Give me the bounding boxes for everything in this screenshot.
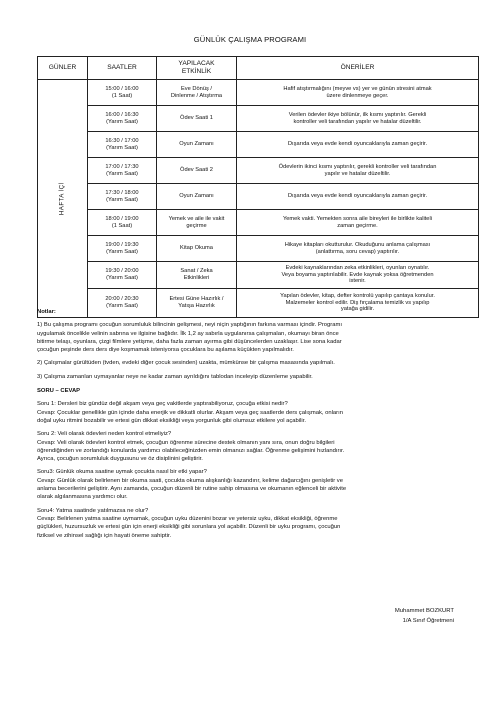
- qa-heading: SORU – CEVAP: [37, 388, 81, 395]
- time-cell: 20:00 / 20:30 (Yarım Saat): [88, 289, 157, 318]
- notes-section: [37, 308, 480, 540]
- schedule-body: [38, 80, 479, 318]
- table-row: [38, 210, 479, 236]
- suggestion-cell: Hikaye kitapları okutturulur. Okuduğunu anlama çalışması (anlattırma, soru cevap) yaptırılır.: [237, 236, 479, 262]
- time-cell: 16:30 / 17:00 (Yarım Saat): [88, 132, 157, 158]
- suggestion-cell: Evdeki kaynaklarından zeka etkinlikleri, oyunları oynatılır. Veya boyama yaptırılabilir. Evde kaynak yoksa öğretmenden istenir.: [237, 262, 479, 289]
- activity-cell: Oyun Zamanı: [157, 184, 237, 210]
- suggestion-cell: Dışarıda veya evde kendi oyuncaklarıyla zaman geçirir.: [237, 132, 479, 158]
- answer-1: Cevap: Çocuklar genellikle gün içinde daha enerjik ve dikkatli olurlar. Akşam veya geç saatlerde ders çalışmak, onların doğal uyku ritmini bozabilir ve ertesi gün dikkat eksikliği veya yorgunluk gibi olumsuz etkilere yol açabilir.: [37, 409, 343, 424]
- activity-cell: Yemek ve aile ile vakit geçirme: [157, 210, 237, 236]
- header-saatler: SAATLER: [88, 57, 157, 80]
- activity-cell: Sanat / Zeka Etkinlikleri: [157, 262, 237, 289]
- schedule-table: [37, 56, 479, 318]
- activity-cell: Ödev Saati 1: [157, 106, 237, 132]
- table-row: [38, 106, 479, 132]
- suggestion-cell: Dışarıda veya evde kendi oyuncaklarıyla zaman geçirir.: [237, 184, 479, 210]
- table-row: [38, 80, 479, 106]
- answer-2: Cevap: Veli olarak ödevleri kontrol etmek, çocuğun öğrenme sürecine destek olmanın yanı sıra, onun doğru bilgileri öğrendiğinden ve zorlandığı konularda yardımcı olabileceğinizden emin olmanızı sağlar. Öğrenme gelişimini hızlandırır. Ayrıca, çocuğun sorumluluk duygusunu ve öz disiplinini geliştirir.: [37, 439, 345, 463]
- header-oneriler: ÖNERİLER: [237, 57, 479, 80]
- notes-heading: Notlar:: [37, 309, 56, 315]
- header-etkinlik: YAPILACAK ETKİNLİK: [157, 57, 237, 80]
- note-2: 2) Çalışmalar gürültüden (tvden, evdeki diğer çocuk sesinden) uzakta, mümkünse bir çalışma masasında yapılmalı.: [37, 360, 335, 367]
- question-4: Soru4: Yatma saatinde yatılmazsa ne olur?: [37, 507, 149, 514]
- question-3: Soru3: Günlük okuma saatine uymak çocukta nasıl bir etki yapar?: [37, 469, 207, 476]
- page-title: GÜNLÜK ÇALIŞMA PROGRAMI: [193, 35, 307, 44]
- table-row: [38, 158, 479, 184]
- suggestion-cell: Verilen ödevler ikiye bölünür, ilk kısmı yaptırılır. Gerekli kontroller veli tarafından yapılır ve hatalar düzeltilir.: [237, 106, 479, 132]
- question-1: Soru 1: Dersleri biz gündüz değil akşam veya geç vakitlerde yaptırabiliyoruz, çocuğa etkisi nedir?: [37, 401, 288, 408]
- time-cell: 17:00 / 17:30 (Yarım Saat): [88, 158, 157, 184]
- activity-cell: Kitap Okuma: [157, 236, 237, 262]
- activity-cell: Oyun Zamanı: [157, 132, 237, 158]
- suggestion-cell: Yemek vakti. Yemekten sonra aile bireyleri ile birlikte kaliteli zaman geçirme.: [237, 210, 479, 236]
- time-cell: 16:00 / 16:30 (Yarım Saat): [88, 106, 157, 132]
- signature-role: 1/A Sınıf Öğretmeni: [402, 618, 454, 624]
- table-row: [38, 184, 479, 210]
- activity-cell: Ertesi Güne Hazırlık / Yatışa Hazırlık: [157, 289, 237, 318]
- header-gunler: GÜNLER: [38, 57, 88, 80]
- answer-4: Cevap: Belirlenen yatma saatine uymamak, çocuğun uyku düzenini bozar ve yetersiz uyku, dikkat eksikliği, öğrenme güçlükleri, huzursuzluk ve ertesi gün için enerji eksikliği gibi sorunlara yol açabilir. Düzenli bir uyku programı, çocuğun fiziksel ve zihinsel sağlığı için hayati öneme sahiptir.: [37, 515, 341, 539]
- table-row: [38, 236, 479, 262]
- weekday-label: HAFTA İÇİ: [58, 181, 66, 215]
- note-1: 1) Bu çalışma programı çocuğun sorumluluk bilincinin gelişmesi, neyi niçin yaptığının farkına varması içindir. Programı uygulamak öncelikle velinin sabrına ve ilgisine bağlıdır. İlk 1,2 ay sabırla uygulanırsa çalışmaları, okumayı biran önce bitirme telaşı, oyunlara, çizgi filmlere yetişme, daha fazla zaman ayırma gibi düşüncelerden uzaklaşır. Lise sona kadar çocuğun peşinde ders ders diye koşmamak isteniyorsa çocuklara bu aşılama küçükten yapılmalıdır.: [37, 322, 342, 354]
- weekday-label-cell: [38, 80, 88, 318]
- table-row: [38, 132, 479, 158]
- signature-name: Muhammet BOZKURT: [394, 608, 454, 614]
- note-3: 3) Çalışma zamanları uymayanlar neye ne kadar zaman ayrıldığını tablodan inceleyip düzenleme yapabilir.: [37, 373, 313, 380]
- table-header-row: [38, 57, 479, 80]
- table-row: [38, 262, 479, 289]
- suggestion-cell: Hafif atıştırmalığını (meyve vs) yer ve günün stresini atmak üzere dinlenmeye geçer.: [237, 80, 479, 106]
- time-cell: 19:30 / 20:00 (Yarım Saat): [88, 262, 157, 289]
- answer-3: Cevap: Günlük olarak belirlenen bir okuma saati, çocukta okuma alışkanlığı kazandırır, kelime dağarcığını genişletir ve anlama becerilerini geliştirir. Aynı zamanda, çocuğun düzenli bir rutine sahip olmasına ve okumanın eğlenceli bir aktivite olarak algılanmasına yardımcı olur.: [37, 477, 347, 501]
- question-2: Soru 2: Veli olarak ödevleri neden kontrol etmeliyiz?: [37, 431, 172, 438]
- activity-cell: Eve Dönüş / Dinlenme / Atıştırma: [157, 80, 237, 106]
- activity-cell: Ödev Saati 2: [157, 158, 237, 184]
- suggestion-cell: Ödevlerin ikinci kısmı yaptırılır, gerekli kontroller veli tarafından yapılır ve hatalar düzeltilir.: [237, 158, 479, 184]
- time-cell: 15:00 / 16:00 (1 Saat): [88, 80, 157, 106]
- time-cell: 19:00 / 19:30 (Yarım Saat): [88, 236, 157, 262]
- time-cell: 17:30 / 18:00 (Yarım Saat): [88, 184, 157, 210]
- suggestion-cell: Yapılan ödevler, kitap, defter kontrolü yapılıp çantaya konulur. Malzemeler kontrol edilir. Diş fırçalama temizlik vs yapılıp yatağa gidilir.: [237, 289, 479, 318]
- time-cell: 18:00 / 19:00 (1 Saat): [88, 210, 157, 236]
